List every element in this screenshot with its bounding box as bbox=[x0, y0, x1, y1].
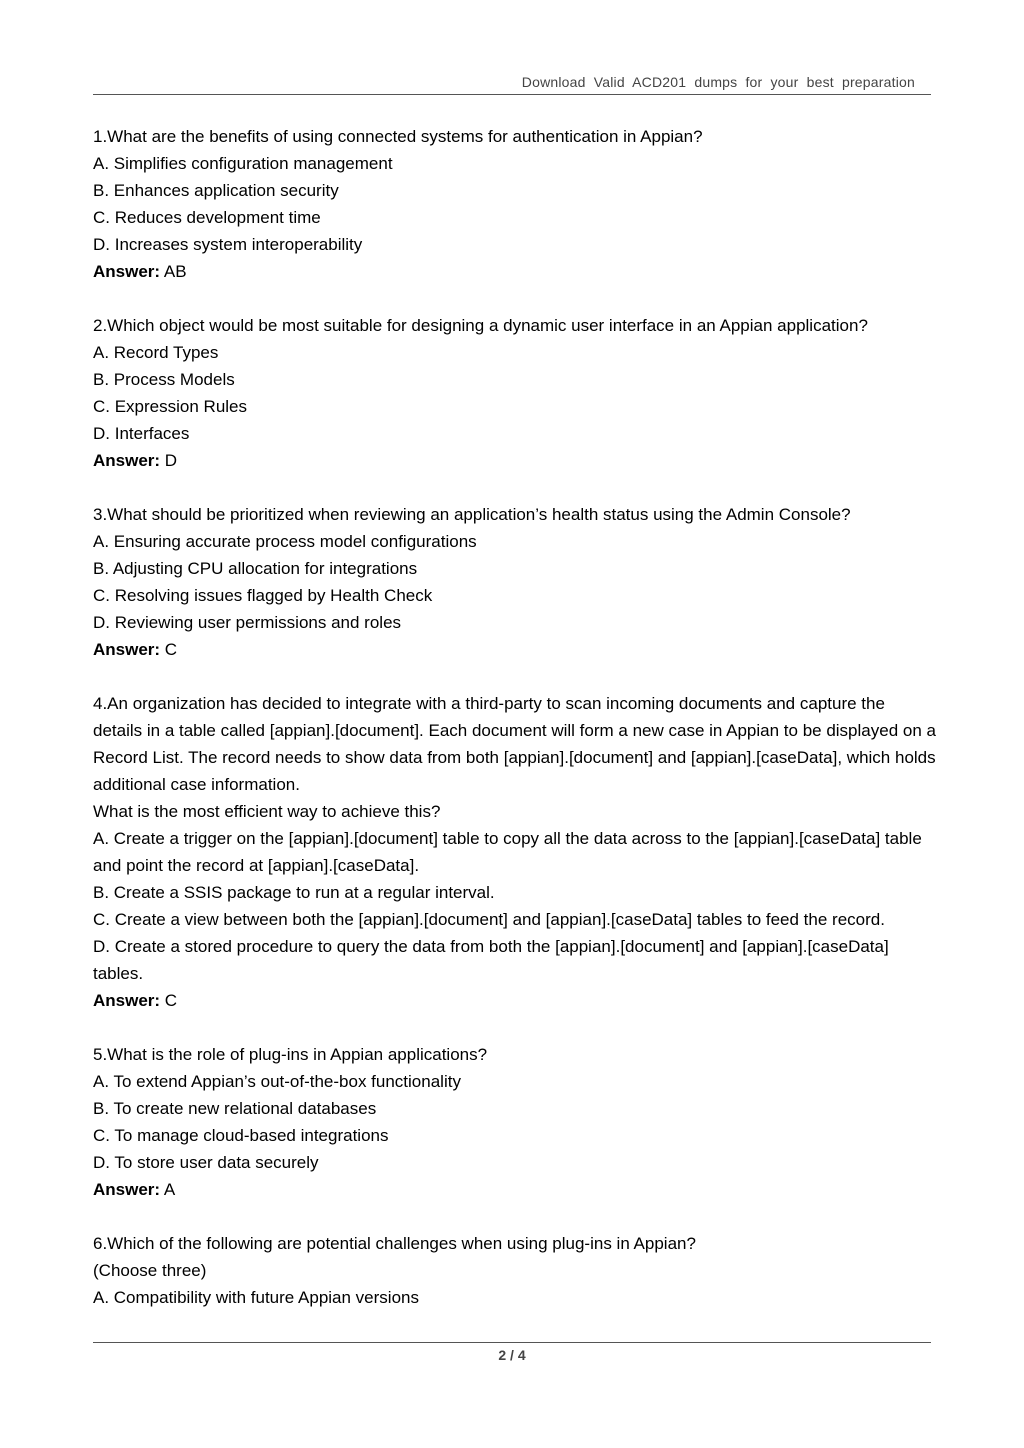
answer-value: AB bbox=[160, 262, 187, 281]
answer-value: D bbox=[160, 451, 178, 470]
option-c: C. Resolving issues flagged by Health Check bbox=[93, 586, 433, 605]
answer-label: Answer: bbox=[93, 451, 161, 470]
question-text: 3.What should be prioritized when reviewing an application’s health status using the Admin Console? bbox=[93, 505, 851, 524]
option-a: A. Simplifies configuration management bbox=[93, 154, 393, 173]
question-text: 4.An organization has decided to integrate with a third-party to scan incoming documents and capture the details in a table called [appian].[document]. Each document will form a new case in Appian to be displayed on a Record List. The record needs to show data from both [appian].[document] and [appian].[caseData], which holds additional case information. bbox=[93, 694, 936, 794]
question-text: 5.What is the role of plug-ins in Appian applications? bbox=[93, 1045, 488, 1064]
option-a: A. Ensuring accurate process model configurations bbox=[93, 532, 477, 551]
page-number: 2 / 4 bbox=[498, 1347, 526, 1363]
question-4 bbox=[93, 690, 938, 1014]
question-6 bbox=[93, 1230, 938, 1311]
answer-line bbox=[93, 447, 938, 474]
option-b: B. Create a SSIS package to run at a regular interval. bbox=[93, 883, 495, 902]
answer-line bbox=[93, 258, 938, 285]
question-instruction: (Choose three) bbox=[93, 1261, 207, 1280]
question-3 bbox=[93, 501, 938, 663]
option-d: D. Interfaces bbox=[93, 424, 190, 443]
question-text: 1.What are the benefits of using connected systems for authentication in Appian? bbox=[93, 127, 703, 146]
answer-label: Answer: bbox=[93, 1180, 161, 1199]
question-1 bbox=[93, 123, 938, 285]
answer-label: Answer: bbox=[93, 640, 161, 659]
answer-line bbox=[93, 1176, 938, 1203]
question-text: 6.Which of the following are potential challenges when using plug-ins in Appian? bbox=[93, 1234, 696, 1253]
answer-value: C bbox=[160, 991, 178, 1010]
answer-value: C bbox=[160, 640, 178, 659]
option-a: A. Compatibility with future Appian versions bbox=[93, 1288, 419, 1307]
answer-label: Answer: bbox=[93, 262, 161, 281]
option-b: B. Enhances application security bbox=[93, 181, 339, 200]
option-d: D. Increases system interoperability bbox=[93, 235, 363, 254]
option-d: D. To store user data securely bbox=[93, 1153, 319, 1172]
question-2 bbox=[93, 312, 938, 474]
option-b: B. Adjusting CPU allocation for integrations bbox=[93, 559, 418, 578]
question-text: 2.Which object would be most suitable for designing a dynamic user interface in an Appian application? bbox=[93, 316, 868, 335]
page-header bbox=[93, 72, 931, 95]
option-d: D. Reviewing user permissions and roles bbox=[93, 613, 402, 632]
answer-line bbox=[93, 636, 938, 663]
page-footer bbox=[93, 1342, 931, 1363]
question-prompt: What is the most efficient way to achieve this? bbox=[93, 802, 441, 821]
option-c: C. Reduces development time bbox=[93, 208, 321, 227]
header-text: Download Valid ACD201 dumps for your best preparation bbox=[521, 74, 915, 90]
document-content bbox=[93, 123, 938, 1338]
answer-label: Answer: bbox=[93, 991, 161, 1010]
question-5 bbox=[93, 1041, 938, 1203]
answer-value: A bbox=[160, 1180, 176, 1199]
option-c: C. To manage cloud-based integrations bbox=[93, 1126, 389, 1145]
option-b: B. To create new relational databases bbox=[93, 1099, 377, 1118]
answer-line bbox=[93, 987, 938, 1014]
option-a: A. To extend Appian’s out-of-the-box functionality bbox=[93, 1072, 461, 1091]
option-d: D. Create a stored procedure to query the data from both the [appian].[document] and [appian].[caseData] tables. bbox=[93, 937, 889, 983]
option-a: A. Create a trigger on the [appian].[document] table to copy all the data across to the [appian].[caseData] table and point the record at [appian].[caseData]. bbox=[93, 829, 922, 875]
option-b: B. Process Models bbox=[93, 370, 235, 389]
option-c: C. Create a view between both the [appian].[document] and [appian].[caseData] tables to feed the record. bbox=[93, 910, 885, 929]
option-c: C. Expression Rules bbox=[93, 397, 248, 416]
option-a: A. Record Types bbox=[93, 343, 219, 362]
